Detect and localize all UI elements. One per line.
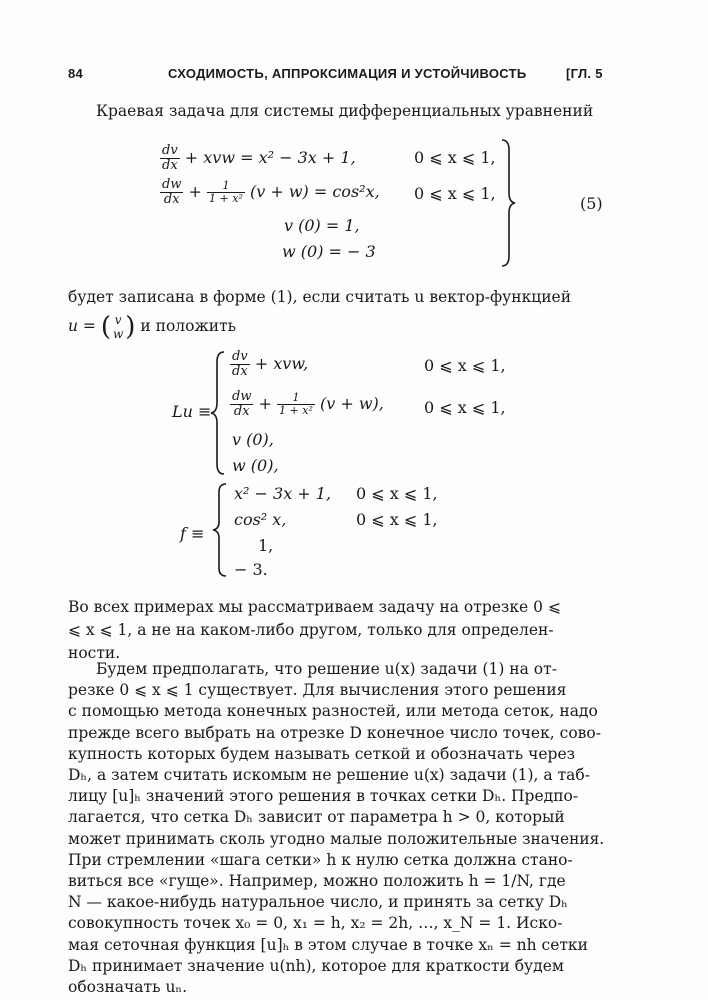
- Lu-row2: $\frac{dw}{dx}$ + $\frac{1}{\text{1 + x²}}$ (v + w),: [232, 389, 384, 419]
- left-brace-f: [212, 482, 228, 578]
- f-row1-condition: 0 ⩽ x ⩽ 1,: [356, 484, 438, 503]
- book-page: 84 СХОДИМОСТЬ, АППРОКСИМАЦИЯ И УСТОЙЧИВОСТЬ [ГЛ. 5 Краевая задача для системы дифференциальных уравнений $\frac{dv}{dx}$ + xvw = x² − 3x + 1, 0 ⩽ x ⩽ 1, $\frac{dw}{dx}$ + $\frac{1}{\text{1 + x²}}$ (v + w) = cos²x, 0 ⩽ x ⩽ 1, v (0) = 1, w (0) = − 3 (5) будет записана в форме (1), если считать u вектор-функцией u = ( v w ) и положить Lu ≡ $\frac{dv}{dx}$ + xvw, 0 ⩽ x ⩽ 1, $\frac{dw}{dx}$ + $\frac{1}{\text{1 + x²}}$ (v + w), 0 ⩽ x ⩽ 1, v (0), w (0), f ≡ x² − 3x + 1, 0 ⩽ x ⩽ 1, cos² x, 0 ⩽ x ⩽ 1, 1, − 3. Во всех примерах мы рассматриваем задачу на отрезке 0 ⩽ ⩽ x ⩽ 1, а не на каком-либо другом, только для определен- ности. Будем предполагать, что решение u(x) задачи (1) на от- резке 0 ⩽ x ⩽ 1 существует. Для вычисления этого решения с помощью метода конечных разностей, или метода сеток, надо прежде всего выбрать на отрезке D конечное число точек, сово- купность которых будем называть сеткой и обозначать через Dₕ, а затем считать искомым не решение u(x) задачи (1), а таб- лицу [u]ₕ значений этого решения в точках сетки Dₕ. Предпо- лагается, что сетка Dₕ зависит от параметра h > 0, который может принимать сколь угодно малые положительные значения. При стремлении «шага сетки» h к нулю сетка должна стано- виться все «гуще». Например, можно положить h = 1/N, где N — какое-нибудь натуральное число, и принять за сетку Dₕ совокупность точек x₀ = 0, x₁ = h, x₂ = 2h, …, x_N = 1. Иско- мая сеточная функция [u]ₕ в этом случае в точке xₙ = nh сетки Dₕ принимает значение u(nh), которое для краткости будем обозначать uₙ.: [0, 0, 708, 1000]
- system1-eq2-condition: 0 ⩽ x ⩽ 1,: [414, 184, 496, 203]
- Lu-row2-condition: 0 ⩽ x ⩽ 1,: [424, 398, 506, 417]
- Lu-row1: $\frac{dv}{dx}$ + xvw,: [232, 349, 309, 379]
- f-row1: x² − 3x + 1,: [234, 484, 332, 503]
- system1-eq1: $\frac{dv}{dx}$ + xvw = x² − 3x + 1,: [162, 143, 356, 173]
- system1-eq2: $\frac{dw}{dx}$ + $\frac{1}{\text{1 + x²}}$ (v + w) = cos²x,: [162, 177, 380, 207]
- page-number: 84: [68, 66, 84, 81]
- equation-label: (5): [580, 194, 603, 213]
- Lu-row1-condition: 0 ⩽ x ⩽ 1,: [424, 356, 506, 375]
- f-lhs: f ≡: [180, 524, 205, 543]
- system1-eq1-condition: 0 ⩽ x ⩽ 1,: [414, 148, 496, 167]
- f-row4: − 3.: [234, 560, 268, 579]
- chapter-label: [ГЛ. 5: [566, 66, 603, 81]
- Lu-lhs: Lu ≡: [172, 402, 212, 421]
- system1-eq4: w (0) = − 3: [282, 242, 376, 261]
- u-definition: u = ( v w ) и положить: [68, 312, 237, 342]
- Lu-row4: w (0),: [232, 456, 279, 475]
- Lu-row3: v (0),: [232, 430, 274, 449]
- right-brace: [500, 138, 518, 268]
- running-title: СХОДИМОСТЬ, АППРОКСИМАЦИЯ И УСТОЙЧИВОСТЬ: [168, 66, 527, 81]
- after-system-line1: будет записана в форме (1), если считать u вектор-функцией: [68, 288, 572, 306]
- f-row2-condition: 0 ⩽ x ⩽ 1,: [356, 510, 438, 529]
- intro-text: Краевая задача для системы дифференциальных уравнений: [96, 102, 594, 120]
- left-brace-L: [210, 350, 226, 476]
- f-row3: 1,: [258, 536, 274, 555]
- f-row2: cos² x,: [234, 510, 287, 529]
- system1-eq3: v (0) = 1,: [284, 216, 360, 235]
